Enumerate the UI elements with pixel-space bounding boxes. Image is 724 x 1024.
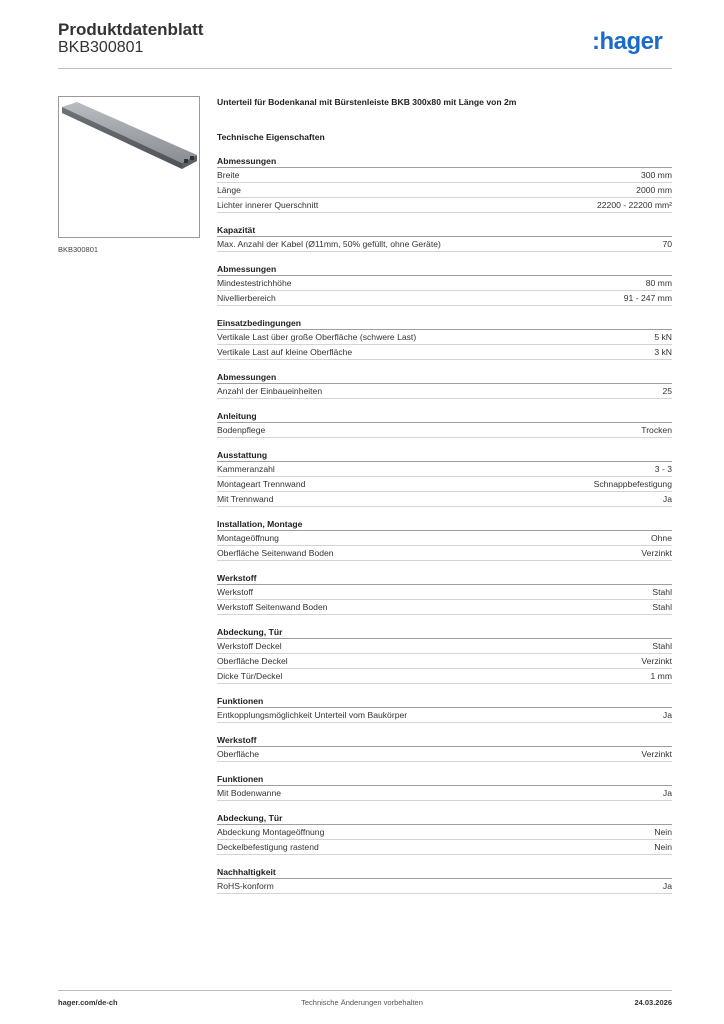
spec-row bbox=[217, 276, 672, 291]
spec-label: Dicke Tür/Deckel bbox=[217, 671, 283, 681]
spec-label: Lichter innerer Querschnitt bbox=[217, 200, 319, 210]
spec-section bbox=[217, 449, 672, 507]
spec-value: Ja bbox=[662, 494, 672, 504]
spec-row bbox=[217, 330, 672, 345]
spec-value: Ja bbox=[662, 881, 672, 891]
product-image bbox=[58, 96, 200, 238]
spec-label: Max. Anzahl der Kabel (Ø11mm, 50% gefüllt, ohne Geräte) bbox=[217, 239, 441, 249]
tech-heading: Technische Eigenschaften bbox=[217, 132, 325, 142]
spec-value: 80 mm bbox=[645, 278, 672, 288]
spec-row bbox=[217, 669, 672, 684]
spec-value: Ja bbox=[662, 710, 672, 720]
spec-label: Oberfläche bbox=[217, 749, 260, 759]
spec-label: Nivellierbereich bbox=[217, 293, 276, 303]
spec-row bbox=[217, 585, 672, 600]
spec-value: 5 kN bbox=[654, 332, 672, 342]
spec-row bbox=[217, 879, 672, 894]
spec-value: 22200 - 22200 mm² bbox=[597, 200, 672, 210]
footer-divider bbox=[58, 990, 672, 991]
spec-value: Ohne bbox=[650, 533, 672, 543]
spec-section bbox=[217, 773, 672, 801]
spec-row bbox=[217, 183, 672, 198]
cable-duct-image bbox=[59, 97, 199, 237]
spec-label: Vertikale Last auf kleine Oberfläche bbox=[217, 347, 353, 357]
spec-section bbox=[217, 572, 672, 615]
spec-section bbox=[217, 695, 672, 723]
footer-date: 24.03.2026 bbox=[634, 998, 672, 1007]
spec-label: Montageöffnung bbox=[217, 533, 279, 543]
spec-value: Verzinkt bbox=[641, 749, 672, 759]
spec-label: Vertikale Last über große Oberfläche (schwere Last) bbox=[217, 332, 417, 342]
spec-value: Schnappbefestigung bbox=[593, 479, 672, 489]
section-title: Einsatzbedingungen bbox=[217, 317, 672, 330]
spec-row bbox=[217, 291, 672, 306]
page-title: Produktdatenblatt bbox=[58, 20, 204, 39]
section-title: Werkstoff bbox=[217, 572, 672, 585]
spec-label: Montageart Trennwand bbox=[217, 479, 306, 489]
section-title: Abmessungen bbox=[217, 371, 672, 384]
spec-row bbox=[217, 600, 672, 615]
spec-section bbox=[217, 155, 672, 213]
spec-value: 91 - 247 mm bbox=[623, 293, 672, 303]
spec-label: Kammeranzahl bbox=[217, 464, 275, 474]
section-title: Abdeckung, Tür bbox=[217, 812, 672, 825]
spec-section bbox=[217, 410, 672, 438]
spec-value: Nein bbox=[654, 827, 672, 837]
section-title: Installation, Montage bbox=[217, 518, 672, 531]
spec-section bbox=[217, 866, 672, 894]
section-title: Ausstattung bbox=[217, 449, 672, 462]
spec-value: Nein bbox=[654, 842, 672, 852]
section-title: Anleitung bbox=[217, 410, 672, 423]
spec-row bbox=[217, 168, 672, 183]
spec-section bbox=[217, 518, 672, 561]
spec-value: Verzinkt bbox=[641, 656, 672, 666]
spec-value: Stahl bbox=[652, 641, 672, 651]
spec-value: 70 bbox=[662, 239, 672, 249]
spec-section bbox=[217, 812, 672, 855]
spec-value: 1 mm bbox=[650, 671, 672, 681]
spec-row bbox=[217, 345, 672, 360]
section-title: Abdeckung, Tür bbox=[217, 626, 672, 639]
spec-section bbox=[217, 224, 672, 252]
section-title: Werkstoff bbox=[217, 734, 672, 747]
spec-label: Länge bbox=[217, 185, 241, 195]
section-title: Nachhaltigkeit bbox=[217, 866, 672, 879]
spec-label: Oberfläche Seitenwand Boden bbox=[217, 548, 334, 558]
spec-value: Ja bbox=[662, 788, 672, 798]
spec-label: RoHS-konform bbox=[217, 881, 274, 891]
spec-label: Mindestestrichhöhe bbox=[217, 278, 292, 288]
spec-row bbox=[217, 708, 672, 723]
header-divider bbox=[58, 68, 672, 69]
spec-row bbox=[217, 825, 672, 840]
spec-label: Mit Bodenwanne bbox=[217, 788, 282, 798]
spec-label: Mit Trennwand bbox=[217, 494, 274, 504]
logo-text: hager bbox=[599, 28, 663, 55]
section-title: Funktionen bbox=[217, 695, 672, 708]
spec-label: Entkopplungsmöglichkeit Unterteil vom Baukörper bbox=[217, 710, 408, 720]
spec-value: 2000 mm bbox=[636, 185, 672, 195]
spec-label: Abdeckung Montageöffnung bbox=[217, 827, 325, 837]
spec-section bbox=[217, 317, 672, 360]
main-content bbox=[217, 97, 672, 905]
spec-row bbox=[217, 747, 672, 762]
spec-label: Werkstoff Deckel bbox=[217, 641, 282, 651]
spec-row bbox=[217, 840, 672, 855]
logo-prefix: : bbox=[592, 28, 600, 55]
section-title: Abmessungen bbox=[217, 155, 672, 168]
spec-value: Stahl bbox=[652, 587, 672, 597]
spec-label: Anzahl der Einbaueinheiten bbox=[217, 386, 323, 396]
spec-section bbox=[217, 734, 672, 762]
article-number: BKB300801 bbox=[58, 39, 144, 56]
section-title: Funktionen bbox=[217, 773, 672, 786]
section-title: Kapazität bbox=[217, 224, 672, 237]
product-description: Unterteil für Bodenkanal mit Bürstenleiste BKB 300x80 mit Länge von 2m bbox=[217, 97, 517, 107]
spec-row bbox=[217, 462, 672, 477]
spec-row bbox=[217, 384, 672, 399]
spec-value: Trocken bbox=[641, 425, 672, 435]
spec-row bbox=[217, 423, 672, 438]
spec-label: Bodenpflege bbox=[217, 425, 266, 435]
spec-sections bbox=[217, 155, 672, 894]
spec-section bbox=[217, 263, 672, 306]
spec-label: Breite bbox=[217, 170, 240, 180]
hager-logo[interactable] bbox=[592, 28, 662, 56]
spec-label: Oberfläche Deckel bbox=[217, 656, 288, 666]
spec-row bbox=[217, 639, 672, 654]
spec-label: Werkstoff Seitenwand Boden bbox=[217, 602, 328, 612]
spec-value: 3 kN bbox=[654, 347, 672, 357]
spec-value: Stahl bbox=[652, 602, 672, 612]
spec-row bbox=[217, 477, 672, 492]
spec-label: Deckelbefestigung rastend bbox=[217, 842, 319, 852]
spec-row bbox=[217, 531, 672, 546]
spec-row bbox=[217, 786, 672, 801]
spec-value: 300 mm bbox=[640, 170, 672, 180]
spec-value: 3 - 3 bbox=[654, 464, 672, 474]
spec-row bbox=[217, 546, 672, 561]
spec-value: Verzinkt bbox=[641, 548, 672, 558]
spec-row bbox=[217, 198, 672, 213]
spec-row bbox=[217, 654, 672, 669]
spec-value: 25 bbox=[662, 386, 672, 396]
spec-section bbox=[217, 626, 672, 684]
section-title: Abmessungen bbox=[217, 263, 672, 276]
footer-website[interactable]: hager.com/de-ch bbox=[58, 998, 118, 1007]
image-caption: BKB300801 bbox=[58, 245, 99, 254]
footer-notice: Technische Änderungen vorbehalten bbox=[301, 998, 423, 1007]
spec-label: Werkstoff bbox=[217, 587, 253, 597]
spec-section bbox=[217, 371, 672, 399]
spec-row bbox=[217, 237, 672, 252]
spec-row bbox=[217, 492, 672, 507]
